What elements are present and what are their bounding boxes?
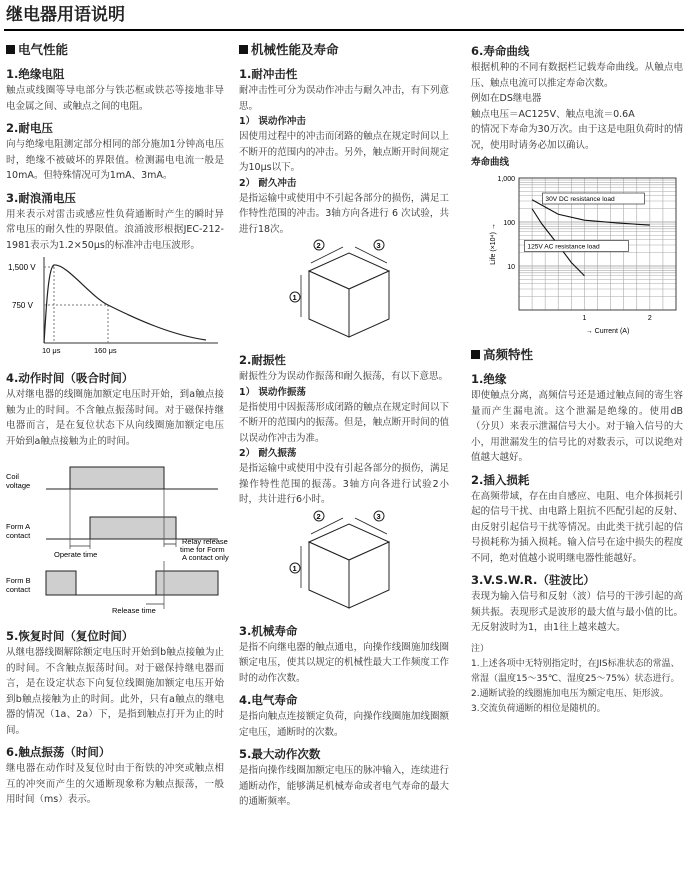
y-tick-label: 1,000 (497, 176, 515, 183)
square-bullet-icon (6, 45, 15, 54)
text-life-curve-result: 的情况下寿命为30万次。由于这是电阻负荷时的情况，使用时请务必加以确认。 (471, 124, 683, 151)
heading-insulation-resistance: 1.绝缘电阻 (6, 67, 65, 81)
square-bullet-icon (239, 45, 248, 54)
life-chart-caption: 寿命曲线 (471, 157, 510, 168)
text-insulation-resistance: 触点或线圈等导电部分与铁芯框或铁芯等接地非导电金属之间、或触点之间的电阻。 (6, 85, 224, 112)
text-withstand-voltage: 向与绝缘电阻测定部分相同的部分施加1分钟高电压时，绝缘不被破坏的界限值。检测漏电电流一般是10mA。但特殊情况可为1mA、3mA。 (6, 139, 224, 181)
formb-label-1: Form B (6, 576, 31, 585)
text-life-curve: 根据机种的不同有数据栏记载寿命曲线。从触点电压、触点电流可以推定寿命次数。 (471, 62, 683, 89)
cube2-axis-2: 2 (316, 511, 321, 521)
x-tick-label: 2 (647, 315, 652, 322)
heading-max-operating-speed: 5.最大动作次数 (239, 747, 321, 761)
page-title: 继电器用语说明 (6, 5, 125, 25)
cube1-axis-3: 3 (376, 241, 381, 250)
heading-vswr: 3.V.S.W.R.（驻波比） (471, 573, 595, 587)
coil-label-2: voltage (6, 481, 31, 490)
forma-label-1: Form A (6, 522, 31, 531)
text-vswr: 表现为输入信号和反射（波）信号的干涉引起的高频共振。表现形式是波形的最大值与最小值的比。无反射波时为1，由1往上越来越大。 (471, 591, 683, 633)
y-tick-label: 100 (503, 220, 515, 227)
text-destruction-shock: 是指运输中或使用中不引起各部分的损伤，满足工作特性范围的冲击。3轴方向各进行 6 次试验，共进行18次。 (239, 192, 449, 235)
surge-label-t1: 10 μs (42, 346, 61, 355)
text-malfunction-vibration: 是指使用中因振荡形成闭路的触点在规定时间以下不断开的范围内的振荡。但是，触点断开时间的值以误动作冲击为准。 (239, 401, 449, 444)
text-shock-resistance: 耐冲击性可分为误动作冲击与耐久冲击，有下列意思。 (239, 85, 449, 112)
title-rule (4, 29, 684, 31)
text-surge-voltage: 用来表示对雷击或感应性负荷通断时产生的瞬时异常电压的耐久性的界限值。浪涌波形根据JEC-212-1981表示为1.2×50μs的标准冲击电压波形。 (6, 208, 224, 251)
sub-destruction-vibration: 2） 耐久振荡 (239, 448, 297, 459)
heading-contact-bounce: 6.触点振荡（时间） (6, 745, 111, 759)
series-label: 125V AC resistance load (527, 243, 600, 251)
surge-label-t2: 160 μs (94, 346, 117, 355)
text-vibration-resistance: 耐振性分为误动作振荡和耐久振荡，有以下意思。 (239, 371, 449, 382)
section-electrical: 电气性能 (6, 40, 224, 60)
cube1-axis-1: 1 (292, 293, 297, 302)
heading-withstand-voltage: 2.耐电压 (6, 121, 53, 135)
heading-insertion-loss: 2.插入损耗 (471, 472, 530, 487)
y-tick-label: 10 (507, 264, 515, 271)
text-release-time: 从继电器线圈解除额定电压时开始到b触点接触为止的时间。不含触点振荡时间。对于磁保持继电器而言，是在设定状态下向复位线圈施加额定电压开始到b触点接触为止的时间。此外，只有a触点的继电器的情况（1a、2a）下，是指到触点打开为止的时间。 (6, 647, 224, 736)
text-operate-time: 从对继电器的线圈施加额定电压时开始，到a触点接触为止的时间。不含触点振荡时间。对于磁保持继电器而言，是在复位状态下从向线圈施加额定电压开始到a触点接触为止的时间。 (6, 389, 224, 447)
heading-mechanical-life: 3.机械寿命 (239, 623, 298, 638)
heading-release-time: 5.恢复时间（复位时间） (6, 629, 134, 643)
text-malfunction-shock: 因使用过程中的冲击而闭路的触点在规定时间以上不断开的范围内的冲击。另外，触点断开时间规定为10μs以下。 (239, 131, 449, 173)
section-mechanical: 机械性能及寿命 (239, 40, 449, 60)
text-destruction-vibration: 是指运输中或使用中没有引起各部分的损伤，满足操作特性范围的振荡。3轴方向各进行试验2小时，共计进行6小时。 (239, 463, 449, 505)
y-axis-label: Life (×10⁴) → (490, 223, 497, 265)
heading-electrical-life: 4.电气寿命 (239, 693, 298, 707)
text-insertion-loss: 在高频带域，存在由自感应、电阻、电介体损耗引起的信号干扰、由电路上阻抗不匹配引起的反射、由反射引起信号干扰等情况。由此类干扰引起的信号损耗称为插入损耗。输入信号在途中损失的程度不同，绝对值越小说明继电器性能越好。 (471, 490, 683, 564)
heading-vibration-resistance: 2.耐振性 (239, 353, 286, 367)
sub-destruction-shock: 2） 耐久冲击 (239, 177, 297, 189)
surge-label-low: 750 V (12, 301, 33, 310)
heading-operate-time: 4.动作时间（吸合时间） (6, 371, 134, 385)
relay-release-label-3: A contact only (182, 553, 229, 562)
note-2: 2.通断试验的线圈施加电压为额定电压、矩形波。 (471, 688, 669, 699)
x-tick-label: 1 (582, 315, 587, 322)
text-life-curve-example: 例如在DS继电器 (471, 93, 542, 104)
note-1: 1.上述各项中无特别指定时，在JIS标准状态的常温、常湿（温度15～35℃、湿度25～75%）状态进行。 (471, 658, 680, 684)
relay-release-label-2: time for Form (180, 545, 225, 554)
column-mechanical (239, 36, 449, 810)
cube2-axis-3: 3 (376, 511, 381, 521)
text-isolation: 即使触点分离，高频信号还是通过触点间的寄生容量而产生漏电流。这个泄漏是绝缘的。使用dB（分贝）来表示泄漏信号大小。对于输入信号的大小，用泄漏发生的信号比的对数表示，可以说绝对值越大越好。 (471, 390, 683, 463)
text-mechanical-life: 是指不向继电器的触点通电，向操作线圈施加线圈额定电压，使其以规定的机械性最大工作频度工作时的动作次数。 (239, 641, 449, 684)
x-axis-label: → Current (A) (585, 328, 630, 335)
heading-life-curve: 6.寿命曲线 (471, 44, 530, 58)
column-life-highfreq (471, 36, 683, 717)
note-3: 3.交流负荷通断的相位是随机的。 (471, 703, 606, 714)
heading-shock-resistance: 1.耐冲击性 (239, 67, 298, 81)
cube1-axis-2: 2 (316, 241, 321, 250)
text-electrical-life: 是指向触点连接额定负荷，向操作线圈施加线圈额定电压，通断时的次数。 (239, 711, 449, 738)
shock-axis-cube-diagram (239, 237, 449, 341)
operate-time-label: Operate time (54, 550, 98, 559)
column-electrical (6, 36, 229, 808)
sub-malfunction-vibration: 1） 误动作振荡 (239, 386, 306, 398)
sub-malfunction-shock: 1） 误动作冲击 (239, 116, 306, 127)
formb-label-2: contact (6, 585, 31, 594)
relay-release-label-1: Relay release (182, 537, 228, 546)
note-title: 注） (471, 643, 490, 654)
vibration-axis-cube-diagram (239, 508, 449, 612)
series-label: 30V DC resistance load (545, 196, 615, 204)
section-high-frequency: 高频特性 (471, 345, 683, 365)
chart-labels (490, 176, 652, 335)
cube2-axis-1: 1 (292, 563, 297, 573)
square-bullet-icon (471, 350, 480, 359)
text-max-operating-speed: 是指向操作线圈加额定电压的脉冲输入，连续进行通断动作，能够满足机械寿命或者电气寿命的最大的通断频率。 (239, 765, 449, 807)
forma-label-2: contact (6, 531, 31, 540)
chart-series (532, 200, 650, 276)
surge-label-high: 1,500 V (8, 263, 36, 272)
surge-waveform-diagram (6, 253, 224, 359)
release-time-label: Release time (112, 606, 156, 615)
heading-isolation: 1.绝缘 (471, 372, 507, 386)
heading-surge-voltage: 3.耐浪涌电压 (6, 190, 76, 205)
timing-diagram (6, 449, 229, 617)
text-life-curve-condition: 触点电压＝AC125V、触点电流＝0.6A (471, 108, 635, 120)
coil-label-1: Coil (6, 472, 19, 481)
life-curve-chart (471, 170, 683, 338)
text-contact-bounce: 继电器在动作时及复位时由于衔铁的冲突或触点相互的冲突而产生的欠通断现象称为触点振荡，一般用时间（ms）表示。 (6, 763, 224, 805)
